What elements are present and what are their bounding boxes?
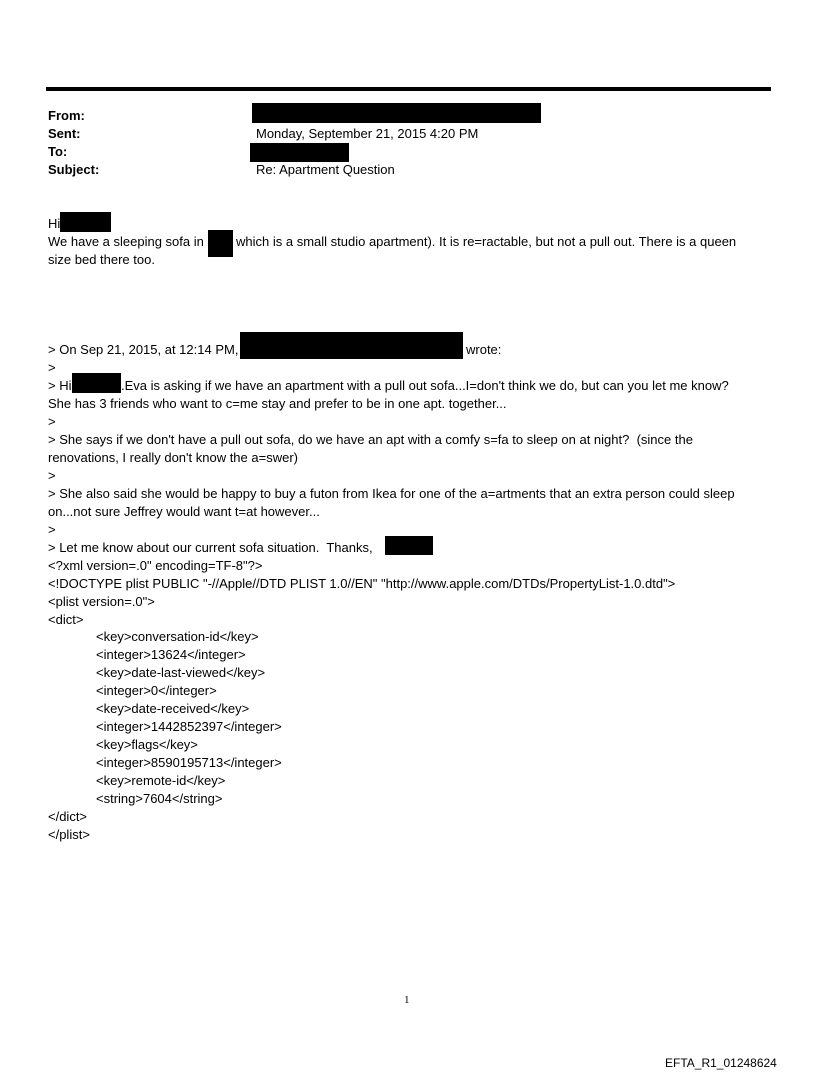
plist-open: <plist version=.0">	[48, 594, 155, 609]
redacted-greeting-name	[60, 212, 111, 232]
quoted-line-8: > She also said she would be happy to buy a futon from Ikea for one of the a=artments that an extra person could sleep	[48, 486, 735, 501]
plist-close: </plist>	[48, 827, 90, 842]
plist-entry: <key>flags</key>	[96, 737, 198, 752]
quoted-hi-rest: .Eva is asking if we have an apartment with a pull out sofa...I=don't think we do, but can you let me know?	[121, 378, 729, 393]
plist-entry: <key>conversation-id</key>	[96, 629, 259, 644]
subject-label: Subject:	[48, 162, 100, 177]
quoted-blank-3: >	[48, 468, 56, 483]
redacted-location	[208, 230, 233, 257]
plist-entry: <integer>1442852397</integer>	[96, 719, 282, 734]
greeting: Hi	[48, 216, 61, 231]
document-id: EFTA_R1_01248624	[665, 1056, 777, 1070]
plist-xml-decl: <?xml version=.0" encoding=TF-8"?>	[48, 558, 263, 573]
plist-entry: <integer>13624</integer>	[96, 647, 246, 662]
quoted-line-5: > She says if we don't have a pull out sofa, do we have an apt with a comfy s=fa to sleep on at night? (since the	[48, 432, 693, 447]
reply-line-1b: which is a small studio apartment). It is re=ractable, but not a pull out. There is a queen	[236, 234, 737, 249]
redacted-signature	[385, 536, 433, 555]
plist-doctype: <!DOCTYPE plist PUBLIC "-//Apple//DTD PLIST 1.0//EN" "http://www.apple.com/DTDs/PropertyList-1.0.dtd">	[48, 576, 676, 591]
dict-close: </dict>	[48, 809, 88, 824]
redacted-sender	[240, 332, 463, 359]
quoted-line-9: on...not sure Jeffrey would want t=at however...	[48, 504, 320, 519]
quoted-line-11: > Let me know about our current sofa situation. Thanks,	[48, 540, 373, 555]
plist-entry: <string>7604</string>	[96, 791, 223, 806]
sent-label: Sent:	[48, 126, 81, 141]
redacted-from	[252, 103, 541, 123]
plist-entry: <integer>0</integer>	[96, 683, 217, 698]
quoted-blank-1: >	[48, 360, 56, 375]
header-rule	[46, 87, 771, 91]
redacted-hi-name	[72, 373, 121, 393]
reply-line-2: size bed there too.	[48, 252, 155, 267]
dict-open: <dict>	[48, 612, 84, 627]
plist-entry: <key>remote-id</key>	[96, 773, 226, 788]
plist-entry: <key>date-last-viewed</key>	[96, 665, 266, 680]
plist-entry: <integer>8590195713</integer>	[96, 755, 282, 770]
quoted-line-3: She has 3 friends who want to c=me stay and prefer to be in one apt. together...	[48, 396, 507, 411]
from-label: From:	[48, 108, 85, 123]
to-label: To:	[48, 144, 68, 159]
quoted-line-6: renovations, I really don't know the a=swer)	[48, 450, 298, 465]
quoted-blank-4: >	[48, 522, 56, 537]
quoted-wrote-suffix: wrote:	[466, 342, 502, 357]
subject-value: Re: Apartment Question	[256, 162, 395, 177]
quoted-wrote-prefix: > On Sep 21, 2015, at 12:14 PM,	[48, 342, 239, 357]
plist-entry: <key>date-received</key>	[96, 701, 250, 716]
redacted-to	[250, 143, 349, 162]
quoted-blank-2: >	[48, 414, 56, 429]
sent-value: Monday, September 21, 2015 4:20 PM	[256, 126, 479, 141]
reply-line-1a: We have a sleeping sofa in	[48, 234, 204, 249]
quoted-hi-prefix: > Hi	[48, 378, 72, 393]
page-number: 1	[404, 994, 410, 1006]
